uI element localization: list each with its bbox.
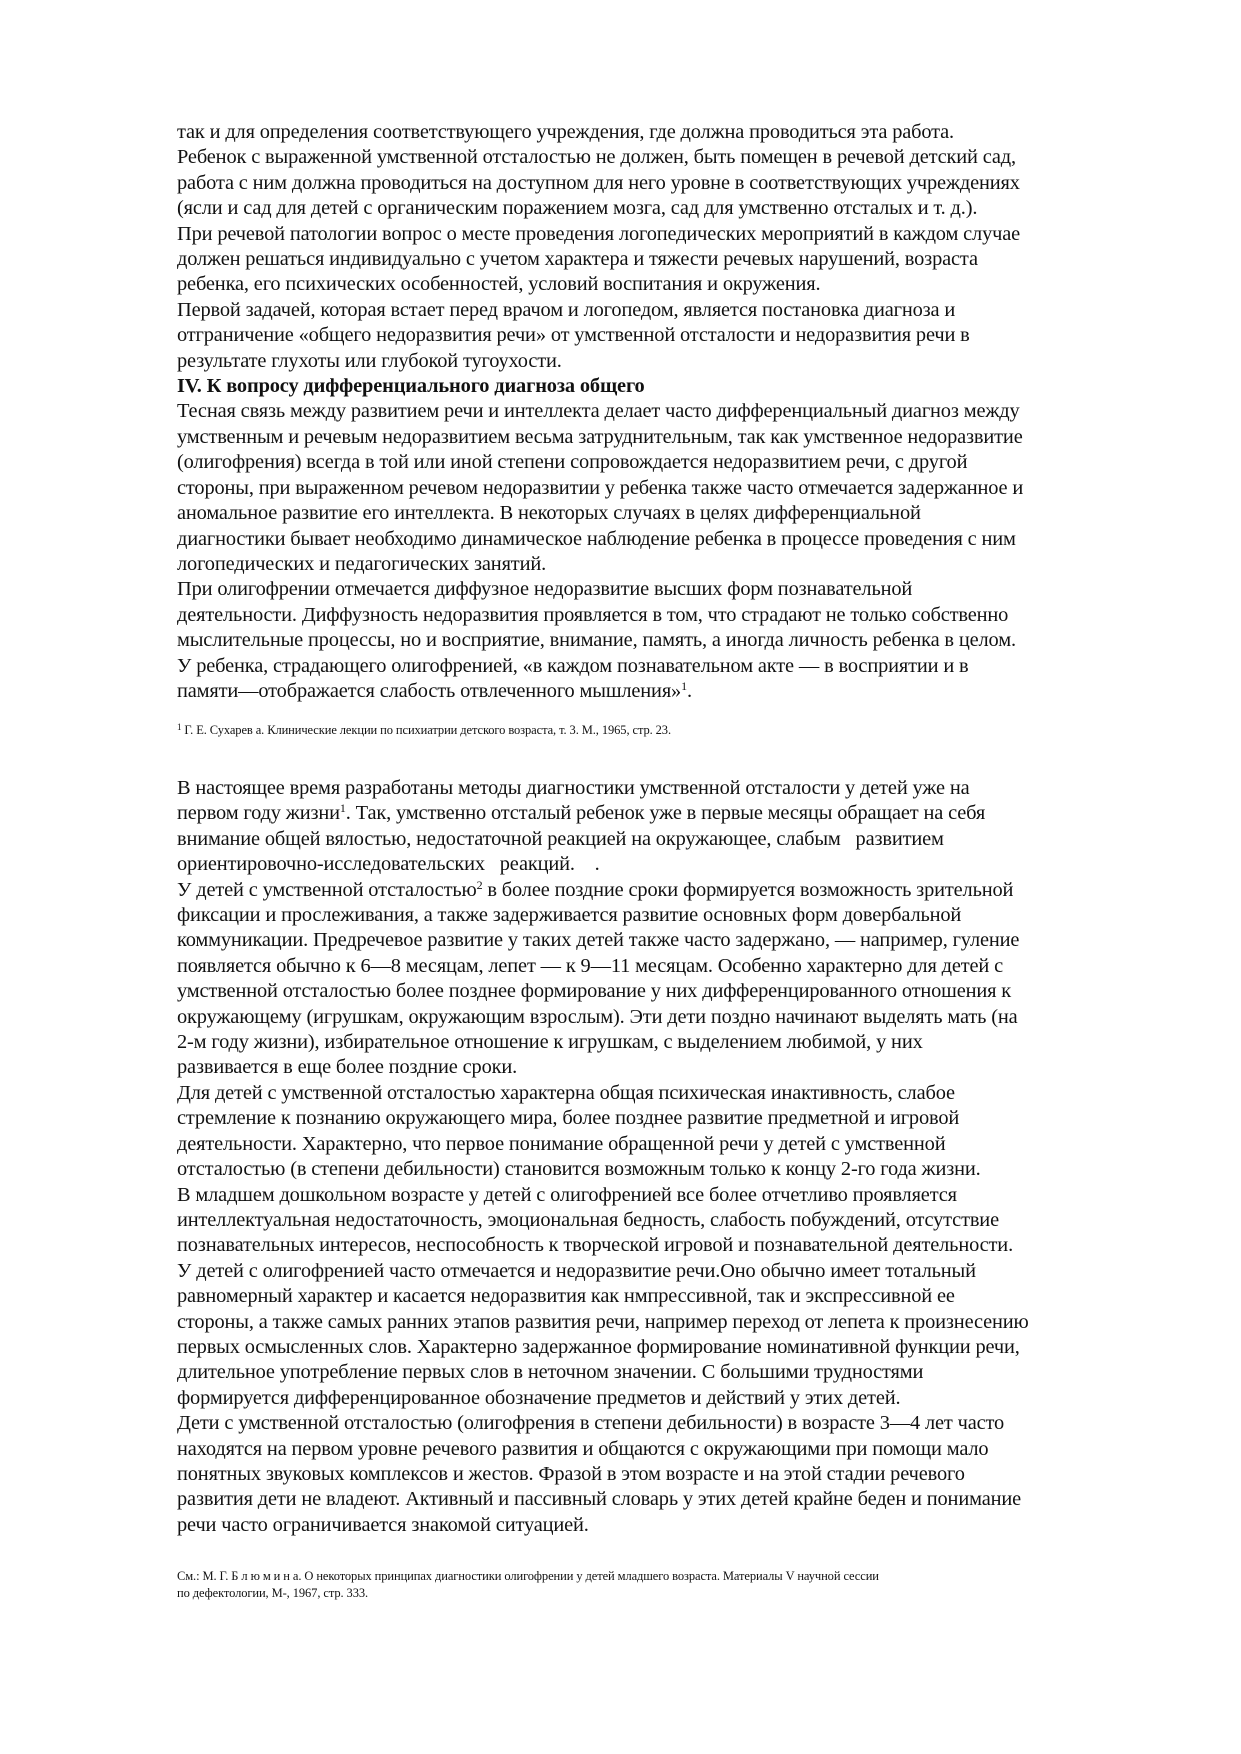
footnote-2 [177,1568,1152,1602]
text-line: умственным и речевым недоразвитием весьма затруднительным, так как умственное недоразвитие [177,425,1023,448]
footnote-line [177,722,1152,739]
text-segment: первом году жизни [177,802,340,825]
text-line: умственной отсталостью более позднее формирование у них дифференцированного отношения к [177,980,1012,1003]
footnote-line: по дефектологии, М-, 1967, стр. 333. [177,1586,369,1600]
text-line: отсталостью (в степени дебильности) становится возможным только к концу 2-го года жизни. [177,1158,981,1181]
text-line: равномерный характер и касается недоразвития как нмпрессивной, так и экспрессивной ее [177,1285,955,1308]
text-line: 2-м году жизни), избирательное отношение к игрушкам, с выделением любимой, у них [177,1031,923,1054]
text-line: стремление к познанию окружающего мира, более позднее развитие предметной и игровой [177,1107,960,1130]
text-line: ориентировочно-исследовательских реакций. . [177,853,600,876]
footnote-marker: 1 [177,722,182,732]
footnote-line: См.: М. Г. Б л ю м и н а. О некоторых принципах диагностики олигофрении у детей младшего возраста. Материалы V научной сессии [177,1569,879,1583]
text-line: находятся на первом уровне речевого развития и общаются с окружающими при помощи мало [177,1437,989,1460]
text-line: деятельности. Диффузность недоразвития проявляется в том, что страдают не только собственно [177,603,1009,626]
footnote-text: Г. Е. Сухарев а. Клинические лекции по психиатрии детского возраста, т. 3. М., 1965, стр. 23. [181,723,671,737]
text-line: мыслительные процессы, но и восприятие, внимание, память, а иногда личность ребенка в целом. [177,629,1016,652]
text-segment: У детей с умственной отсталостью [177,878,477,901]
text-line: Первой задачей, которая встает перед врачом и логопедом, является постановка диагноза и [177,298,956,321]
text-line: логопедических и педагогических занятий. [177,552,547,575]
text-line: При речевой патологии вопрос о месте проведения логопедических мероприятий в каждом случае [177,222,1021,245]
text-line: В младшем дошкольном возрасте у детей с олигофренией все более отчетливо проявляется [177,1183,957,1206]
text-line: развивается в еще более поздние сроки. [177,1056,518,1079]
text-line: познавательных интересов, неспособность к творческой игровой и познавательной деятельности. [177,1234,1014,1257]
text-line: результате глухоты или глубокой тугоухости. [177,349,562,372]
text-line: деятельности. Характерно, что первое понимание обращенной речи у детей с умственной [177,1132,946,1155]
text-line: речи часто ограничивается знакомой ситуацией. [177,1513,589,1536]
text-line: развития дети не владеют. Активный и пассивный словарь у этих детей крайне беден и понимание [177,1488,1022,1511]
text-line: диагностики бывает необходимо динамическое наблюдение ребенка в процессе проведения с ним [177,527,1016,550]
text-line: (олигофрения) всегда в той или иной степени сопровождается недоразвитием речи, с другой [177,451,968,474]
text-segment: в более поздние сроки формируется возможность зрительной [482,878,1014,901]
text-line: Дети с умственной отсталостью (олигофрения в степени дебильности) в возрасте 3—4 лет часто [177,1412,1005,1435]
text-line: окружающему (игрушкам, окружающим взрослым). Эти дети поздно начинают выделять мать (на [177,1005,1018,1028]
text-line: должен решаться индивидуально с учетом характера и тяжести речевых нарушений, возраста [177,248,978,271]
text-line: В настоящее время разработаны методы диагностики умственной отсталости у детей уже на [177,777,970,799]
text-line: ребенка, его психических особенностей, условий воспитания и окружения. [177,273,821,296]
text-line: коммуникации. Предречевое развитие у таких детей также часто задержано, — например, гуление [177,929,1020,952]
text-line: внимание общей вялостью, недостаточной реакцией на окружающее, слабым развитием [177,827,944,850]
text-line: При олигофрении отмечается диффузное недоразвитие высших форм познавательной [177,578,913,601]
text-line: понятных звуковых комплексов и жестов. Фразой в этом возрасте и на этой стадии речевого [177,1462,965,1485]
text-line: интеллектуальная недостаточность, эмоциональная бедность, слабость побуждений, отсутствие [177,1208,999,1231]
text-line-with-footnote [177,801,1152,826]
text-segment: . Так, умственно отсталый ребенок уже в первые месяцы обращает на себя [345,802,986,825]
footnote-marker: 2 [476,877,483,892]
text-line-with-footnote [177,878,1152,903]
text-line-with-footnote [177,679,1152,704]
text-line: длительное употребление первых слов в неточном значении. С большими трудностями [177,1361,924,1384]
text-line: фиксации и прослеживания, а также задерживается развитие основных форм довербальной [177,904,962,927]
footnote-marker: 1 [681,678,687,693]
text-line: работа с ним должна проводиться на доступном для него уровне в соответствующих учреждениях [177,171,1020,194]
main-text-block-1 [177,120,1152,704]
text-line: стороны, а также самых ранних этапов развития речи, например переход от лепета к произнесению [177,1310,1029,1333]
main-text-block-2 [177,776,1152,1538]
text-line: аномальное развитие его интеллекта. В некоторых случаях в целях дифференциальной [177,502,921,525]
text-line: Тесная связь между развитием речи и интеллекта делает часто дифференциальный диагноз между [177,400,1020,423]
footnote-1 [177,722,1152,739]
text-line: Ребенок с выраженной умственной отсталостью не должен, быть помещен в речевой детский сад, [177,146,1016,169]
text-line: У ребенка, страдающего олигофренией, «в каждом познавательном акте — в восприятии и в [177,654,969,677]
text-line: так и для определения соответствующего учреждения, где должна проводиться эта работа. [177,121,954,143]
text-line: стороны, при выраженном речевом недоразвитии у ребенка также часто отмечается задержанное и [177,476,1024,499]
text-line: Для детей с умственной отсталостью характерна общая психическая инактивность, слабое [177,1081,955,1104]
text-line: появляется обычно к 6—8 месяцам, лепет — к 9—11 месяцам. Особенно характерно для детей с [177,954,1004,977]
section-heading: IV. К вопросу дифференциального диагноза общего [177,375,645,398]
text-line: первых осмысленных слов. Характерно задержанное формирование номинативной функции речи, [177,1335,1020,1358]
text-segment: памяти—отображается слабость отвлеченного мышления» [177,679,682,702]
text-segment: . [686,679,692,702]
text-line: формируется дифференцированное обозначение предметов и действий у этих детей. [177,1386,901,1409]
footnote-marker: 1 [339,801,346,816]
text-line: (ясли и сад для детей с органическим поражением мозга, сад для умственно отсталых и т. д.). [177,197,978,220]
text-line: отграничение «общего недоразвития речи» от умственной отсталости и недоразвития речи в [177,324,970,347]
text-line: У детей с олигофренией часто отмечается и недоразвитие речи.Оно обычно имеет тотальный [177,1259,976,1282]
